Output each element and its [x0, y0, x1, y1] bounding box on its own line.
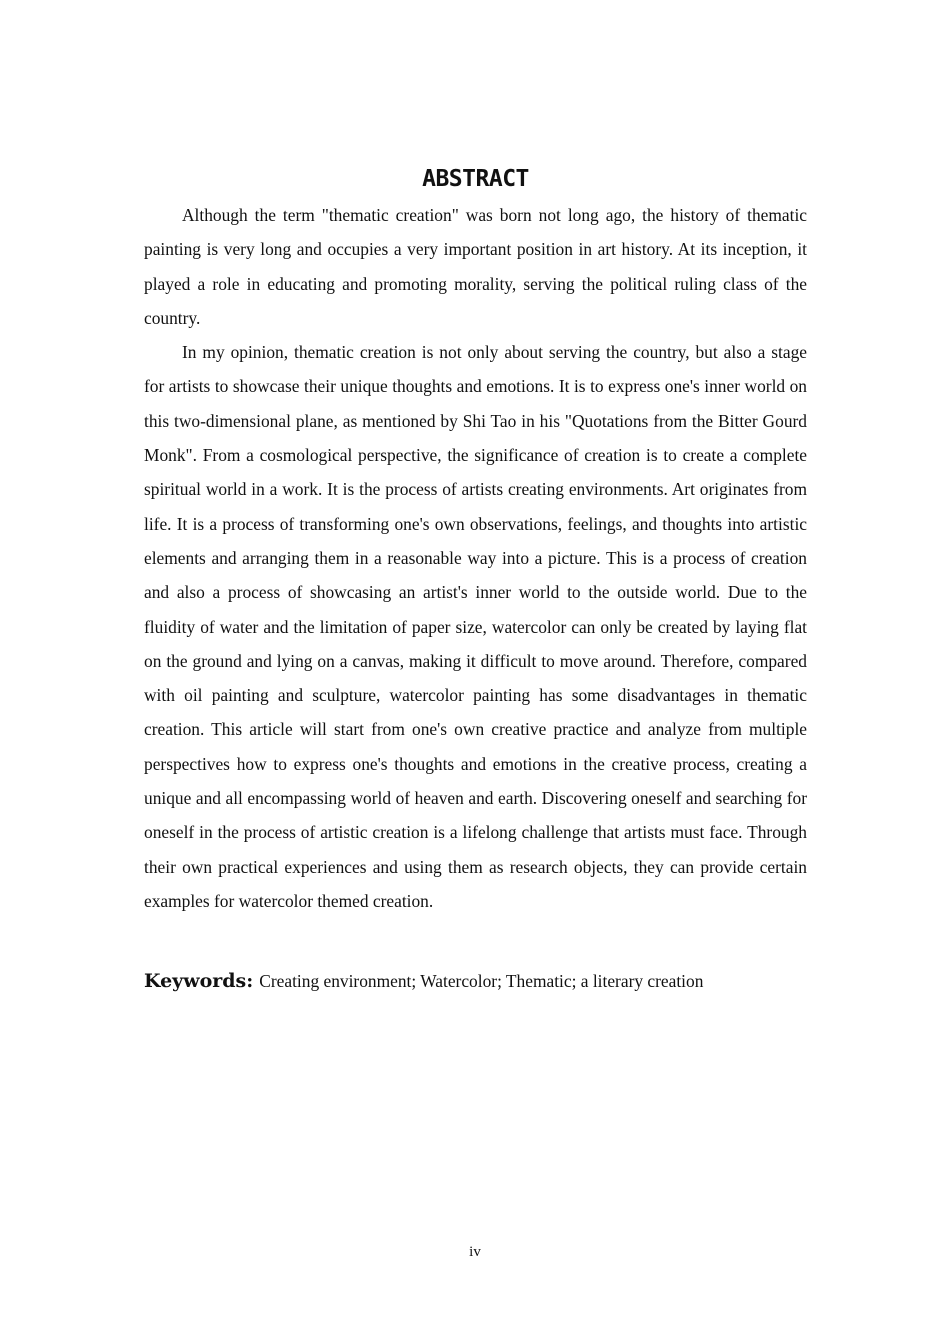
- document-page: [144, 164, 807, 996]
- abstract-paragraph-1: Although the term "thematic creation" was born not long ago, the history of thematic painting is very long and occupies a very important position in art history. At its inception, it played a role in educating and promoting morality, serving the political ruling class of the country.: [144, 205, 807, 328]
- abstract-title: ABSTRACT: [422, 166, 529, 192]
- keywords-label: Keywords:: [144, 970, 254, 993]
- page-number: iv: [469, 1244, 481, 1260]
- keywords-line: [144, 966, 807, 996]
- abstract-paragraph-2: In my opinion, thematic creation is not only about serving the country, but also a stage for artists to showcase their unique thoughts and emotions. It is to express one's inner world on this two-dimensional plane, as mentioned by Shi Tao in his "Quotations from the Bitter Gourd Monk". From a cosmological perspective, the significance of creation is to create a complete spiritual world in a work. It is the process of artists creating environments. Art originates from life. It is a process of transforming one's own observations, feelings, and thoughts into artistic elements and arranging them in a reasonable way into a picture. This is a process of creation and also a process of showcasing an artist's inner world to the outside world. Due to the fluidity of water and the limitation of paper size, watercolor can only be created by laying flat on the ground and lying on a canvas, making it difficult to move around. Therefore, compared with oil painting and sculpture, watercolor painting has some disadvantages in thematic creation. This article will start from one's own creative practice and analyze from multiple perspectives how to express one's thoughts and emotions in the creative process, creating a unique and all encompassing world of heaven and earth. Discovering oneself and searching for oneself in the process of artistic creation is a lifelong challenge that artists must face. Through their own practical experiences and using them as research objects, they can provide certain examples for watercolor themed creation.: [144, 342, 807, 911]
- keywords-text: Creating environment; Watercolor; Thematic; a literary creation: [259, 971, 704, 992]
